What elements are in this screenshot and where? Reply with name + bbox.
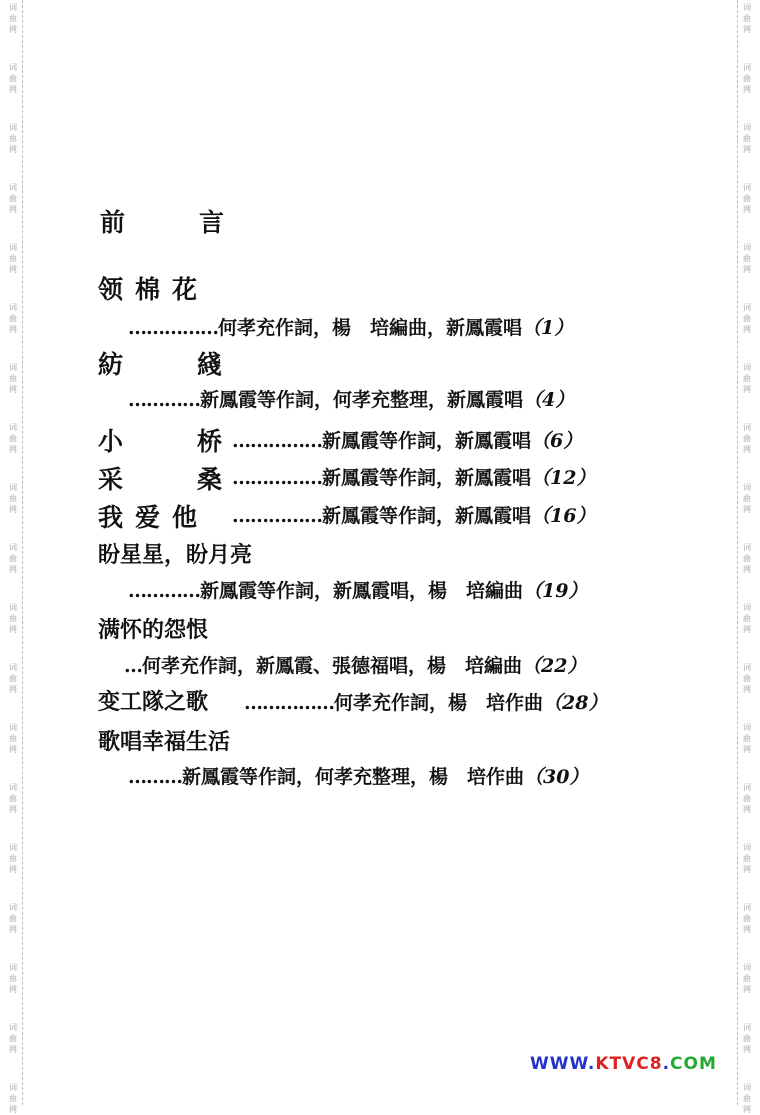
watermark-text: 词 曲 网 <box>9 483 17 514</box>
right-watermark-strip <box>737 0 756 1114</box>
watermark-text: 词 曲 网 <box>9 1023 17 1054</box>
left-watermark-strip <box>4 0 23 1114</box>
watermark-text: 词 曲 网 <box>9 843 17 874</box>
toc-credit-6: …………新鳳霞等作詞，新鳳霞唱，楊 培編曲（19） <box>128 580 588 602</box>
watermark-text: 词 曲 网 <box>743 1083 751 1114</box>
watermark-text: 词 曲 网 <box>9 783 17 814</box>
watermark-text: 词 曲 网 <box>9 603 17 634</box>
watermark-text: 词 曲 网 <box>9 3 17 34</box>
watermark-text: 词 曲 网 <box>743 903 751 934</box>
toc-title-2: 紡 綫 <box>98 350 225 379</box>
watermark-text: 词 曲 网 <box>9 363 17 394</box>
watermark-text: 词 曲 网 <box>9 423 17 454</box>
preface-heading: 前 言 <box>100 208 227 237</box>
site-watermark <box>530 1054 717 1074</box>
watermark-text: 词 曲 网 <box>9 183 17 214</box>
watermark-text: 词 曲 网 <box>743 963 751 994</box>
watermark-text: 词 曲 网 <box>743 363 751 394</box>
watermark-text: 词 曲 网 <box>743 723 751 754</box>
watermark-text: 词 曲 网 <box>743 1023 751 1054</box>
watermark-text: 词 曲 网 <box>743 243 751 274</box>
toc-title-5: 我 爱 他 <box>98 503 200 532</box>
toc-title-1: 领 棉 花 <box>98 275 200 304</box>
site-watermark-segment: KTVC8 <box>595 1054 663 1074</box>
watermark-text: 词 曲 网 <box>743 663 751 694</box>
toc-credit-4: ……………新鳳霞等作詞，新鳳霞唱（12） <box>232 467 596 489</box>
watermark-text: 词 曲 网 <box>9 903 17 934</box>
toc-credit-5: ……………新鳳霞等作詞，新鳳霞唱（16） <box>232 505 596 527</box>
watermark-text: 词 曲 网 <box>743 423 751 454</box>
watermark-text: 词 曲 网 <box>743 603 751 634</box>
watermark-text: 词 曲 网 <box>743 543 751 574</box>
watermark-text: 词 曲 网 <box>743 183 751 214</box>
watermark-text: 词 曲 网 <box>743 63 751 94</box>
watermark-text: 词 曲 网 <box>9 1083 17 1114</box>
watermark-text: 词 曲 网 <box>9 663 17 694</box>
watermark-text: 词 曲 网 <box>743 843 751 874</box>
toc-credit-2: …………新鳳霞等作詞，何孝充整理，新鳳霞唱（4） <box>128 389 575 411</box>
watermark-text: 词 曲 网 <box>9 123 17 154</box>
toc-credit-9: ………新鳳霞等作詞，何孝充整理，楊 培作曲（30） <box>128 766 589 788</box>
watermark-text: 词 曲 网 <box>743 483 751 514</box>
site-watermark-segment: . <box>662 1054 671 1074</box>
site-watermark-segment: WWW. <box>530 1054 596 1074</box>
watermark-text: 词 曲 网 <box>9 303 17 334</box>
watermark-text: 词 曲 网 <box>9 963 17 994</box>
watermark-text: 词 曲 网 <box>743 123 751 154</box>
toc-title-3: 小 桥 <box>98 427 225 456</box>
toc-title-6: 盼星星，盼月亮 <box>98 542 253 568</box>
toc-credit-7: …何孝充作詞，新鳳霞、張德福唱，楊 培編曲（22） <box>124 655 587 677</box>
watermark-text: 词 曲 网 <box>9 543 17 574</box>
toc-title-4: 采 桑 <box>98 465 225 494</box>
watermark-text: 词 曲 网 <box>743 783 751 814</box>
toc-title-9: 歌唱幸福生活 <box>98 729 231 755</box>
watermark-text: 词 曲 网 <box>743 3 751 34</box>
toc-title-7: 满怀的怨恨 <box>98 617 209 643</box>
watermark-text: 词 曲 网 <box>9 243 17 274</box>
watermark-text: 词 曲 网 <box>9 63 17 94</box>
toc-credit-1: ……………何孝充作詞，楊 培編曲，新鳳霞唱（1） <box>128 317 574 339</box>
watermark-text: 词 曲 网 <box>743 303 751 334</box>
watermark-text: 词 曲 网 <box>9 723 17 754</box>
toc-credit-3: ……………新鳳霞等作詞，新鳳霞唱（6） <box>232 430 583 452</box>
site-watermark-segment: COM <box>670 1054 717 1074</box>
toc-title-8: 变工隊之歌 <box>98 689 209 715</box>
toc-credit-8: ……………何孝充作詞，楊 培作曲（28） <box>244 692 608 714</box>
